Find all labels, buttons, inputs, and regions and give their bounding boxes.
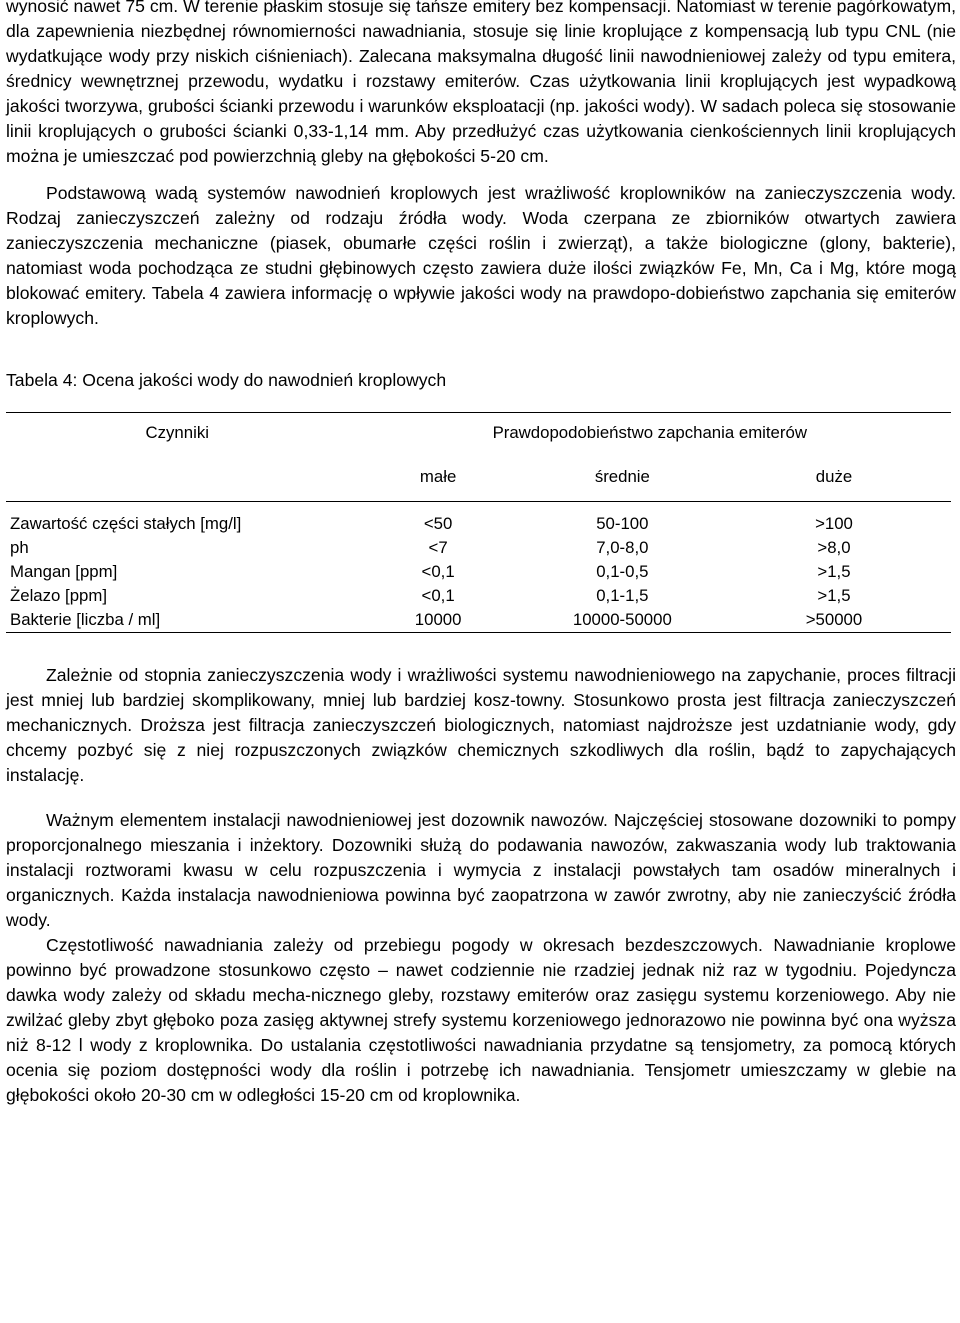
cell-medium: 0,1-0,5 — [596, 562, 649, 581]
water-quality-table — [6, 412, 951, 633]
paragraph-filtration: Zależnie od stopnia zanieczyszczenia wody i wrażliwości systemu nawodnieniowego na zapychanie, proces filtracji jest mniej lub bardziej skomplikowany, mniej lub bardziej kosz-towny. Stosunkowo prosta jest filtracja zanieczyszczeń mechanicznych. Droższa jest filtracja zanieczyszczeń biologicznych, natomiast najdroższe jest uzdatnianie wody, gdy chcemy pozbyć się z niej rozpuszczonych związków chemicznych szkodliwych dla roślin, bądź to zapychających instalację. — [6, 665, 956, 785]
table-row — [6, 608, 951, 633]
paragraph-emitter-lines: wynosić nawet 75 cm. W terenie płaskim stosuje się tańsze emitery bez kompensacji. Natomiast w terenie pagórkowatym, dla zapewnienia niezbędnej równomierności nawadniania, stosuje się linie kroplujące z kompensacją lub typu CNL (nie wydatkujące wody przy niskich ciśnieniach). Zalecana maksymalna długość linii nawodnieniowej zależy od typu emitera, średnicy wewnętrznej przewodu, wydatku i rozstawy emiterów. Czas użytkowania linii kroplujących jest wypadkową jakości tworzywa, grubości ścianki przewodu i warunków eksploatacji (np. jakości wody). W sadach poleca się stosowanie linii kroplujących o grubości ścianki 0,33-1,14 mm. Aby przedłużyć czas użytkowania cienkościennych linii kroplujących można je umieszczać pod powierzchnią gleby na głębokości 5-20 cm. — [6, 0, 956, 166]
cell-low: 10000 — [349, 608, 528, 633]
header-level-low: małe — [419, 467, 457, 486]
row-label: Żelazo [ppm] — [10, 586, 108, 605]
cell-medium: 10000-50000 — [528, 608, 717, 633]
cell-high: >1,5 — [817, 586, 851, 605]
row-label: Bakterie [liczba / ml] — [6, 608, 349, 633]
header-level-medium: średnie — [594, 467, 650, 486]
cell-high: >1,5 — [817, 562, 851, 581]
cell-high: >8,0 — [817, 538, 851, 557]
header-factors: Czynniki — [145, 423, 209, 442]
cell-low: <7 — [428, 538, 448, 557]
header-probability: Prawdopodobieństwo zapchania emiterów — [492, 423, 807, 442]
table-row — [6, 584, 951, 608]
cell-high: >100 — [815, 514, 853, 533]
row-label: ph — [10, 538, 29, 557]
table-row — [6, 536, 951, 560]
paragraph-contamination: Podstawową wadą systemów nawodnień kroplowych jest wrażliwość kroplowników na zanieczyszczenia wody. Rodzaj zanieczyszczeń zależny od rodzaju źródła wody. Woda czerpana ze zbiorników otwartych zawiera zanieczyszczenia mechaniczne (piasek, obumarłe części roślin i zwierząt), a także biologiczne (glony, bakterie), natomiast woda pochodząca ze studni głębinowych często zawiera duże ilości związków Fe, Mn, Ca i Mg, które mogą blokować emitery. Tabela 4 zawiera informację o wpływie jakości wody na prawdopo-dobieństwo zapchania się emiterów kroplowych. — [6, 183, 956, 328]
table-row — [6, 512, 951, 536]
header-level-high: duże — [815, 467, 853, 486]
paragraph-irrigation-frequency: Częstotliwość nawadniania zależy od przebiegu pogody w okresach bezdeszczowych. Nawadnianie kroplowe powinno być prowadzone stosunkowo często – nawet codziennie nie rzadziej jednak niż raz w tygodniu. Pojedyncza dawka wody zależy od składu mecha-nicznego gleby, rozstawy emiterów oraz zasięgu systemu korzeniowego. Aby nie zwilżać gleby zbyt głęboko poza zasięg aktywnej strefy systemu korzeniowego jednorazowo nie powinna być ona wyższa niż 8-12 l wody z kroplownika. Do ustalania częstotliwości nawadniania przydatne są tensjometry, za pomocą których ocenia się poziom dostępności wody dla roślin i potrzebę ich nawadniania. Tensjometr umieszczamy w glebie na głębokości około 20-30 cm w odległości 15-20 cm od kroplownika. — [6, 935, 956, 1105]
document-page — [6, 0, 956, 1108]
cell-medium: 50-100 — [596, 514, 649, 533]
cell-medium: 7,0-8,0 — [596, 538, 649, 557]
row-label: Zawartość części stałych [mg/l] — [10, 514, 242, 533]
cell-medium: 0,1-1,5 — [596, 586, 649, 605]
table-caption: Tabela 4: Ocena jakości wody do nawodnień kroplowych — [6, 370, 447, 390]
cell-low: <50 — [423, 514, 453, 533]
cell-high: >50000 — [717, 608, 951, 633]
cell-low: <0,1 — [421, 562, 455, 581]
cell-low: <0,1 — [421, 586, 455, 605]
water-quality-table-wrapper — [6, 412, 951, 633]
row-label: Mangan [ppm] — [10, 562, 118, 581]
table-row — [6, 560, 951, 584]
paragraph-fertilizer-dispenser: Ważnym elementem instalacji nawodnieniowej jest dozownik nawozów. Najczęściej stosowane dozowniki to pompy proporcjonalnego mieszania i inżektory. Dozowniki służą do podawania nawozów, zakwaszania wody lub traktowania instalacji roztworami kwasu w celu rozpuszczenia i wymycia z instalacji powstałych tam osadów mineralnych i organicznych. Każda instalacja nawodnieniowa powinna być zaopatrzona w zawór zwrotny, aby nie zanieczyścić źródła wody. — [6, 810, 956, 930]
